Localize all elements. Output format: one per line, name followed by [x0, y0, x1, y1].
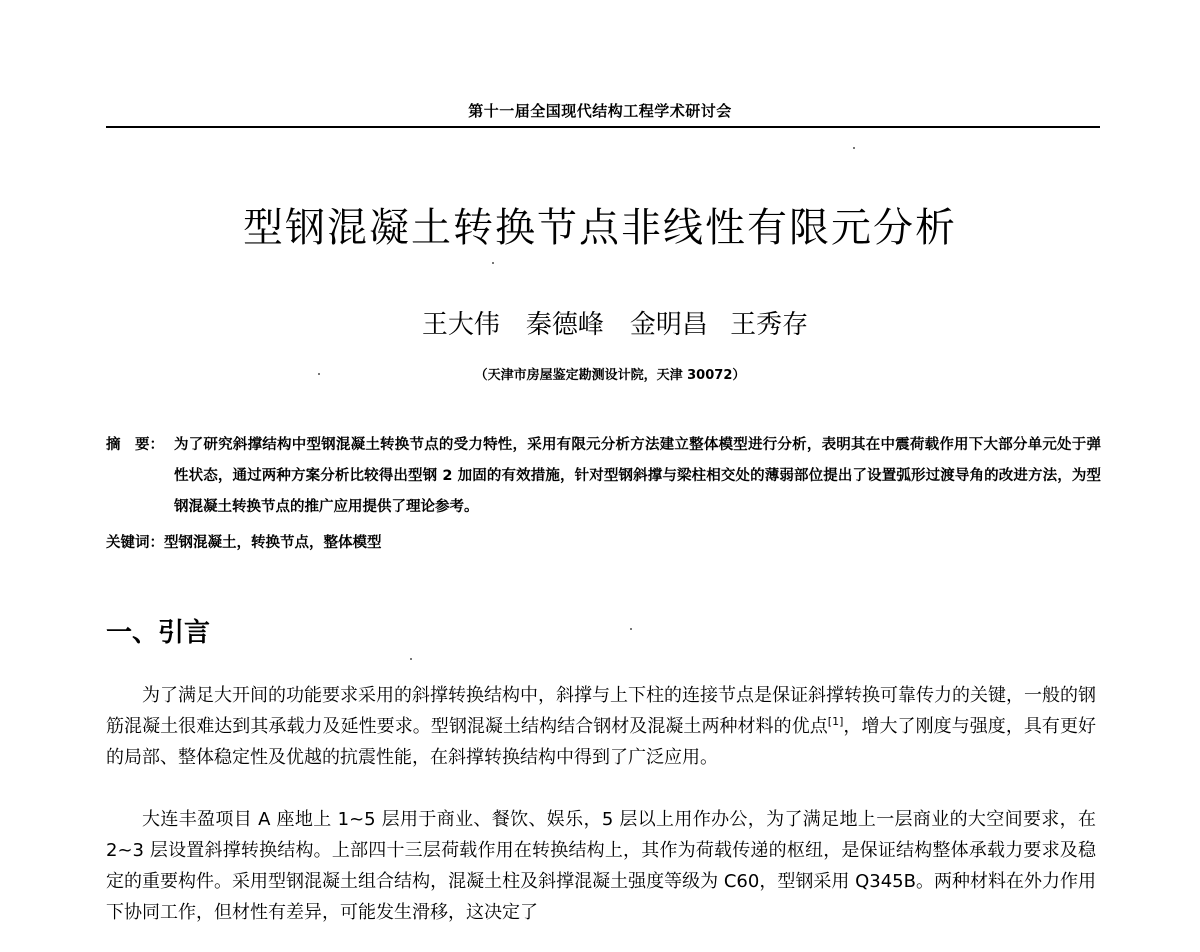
section-number: 一、	[106, 618, 159, 648]
scan-speck	[853, 147, 855, 149]
paragraph-1	[106, 680, 1096, 773]
paragraph-1-text-cont: ，增大了刚度与强度，具有更好的局部、整体稳定性及优越的抗震性能，在斜撑转换结构中得到了广泛应用。	[106, 716, 1096, 768]
paper-title: 型钢混凝土转换节点非线性有限元分析	[243, 205, 957, 251]
scan-speck	[492, 262, 494, 264]
paragraph-2: 大连丰盈项目 A 座地上 1~5 层用于商业、餐饮、娱乐，5 层以上用作办公，为了满足地上一层商业的大空间要求，在 2~3 层设置斜撑转换结构。上部四十三层荷载作用在转换结构上，其作为荷载传递的枢纽，是保证结构整体承载力要求及稳定的重要构件。采用型钢混凝土组合结构，混凝土柱及斜撑混凝土强度等级为 C60，型钢采用 Q345B。两种材料在外力作用下协同工作，但材性有差异，可能发生滑移，这决定了	[106, 809, 1096, 923]
citation-ref[interactable]: [1]	[827, 715, 844, 728]
running-head: 第十一届全国现代结构工程学术研讨会	[468, 102, 732, 120]
abstract	[106, 430, 1101, 523]
keywords-text: 型钢混凝土，转换节点，整体模型	[164, 535, 382, 551]
keywords	[106, 531, 382, 552]
scan-speck	[410, 658, 412, 660]
header-rule	[106, 126, 1100, 128]
abstract-text: 为了研究斜撑结构中型钢混凝土转换节点的受力特性，采用有限元分析方法建立整体模型进行分析，表明其在中震荷载作用下大部分单元处于弹性状态，通过两种方案分析比较得出型钢 2 加固的有效措施，针对型钢斜撑与梁柱相交处的薄弱部位提出了设置弧形过渡导角的改进方法，为型钢混凝土转换节点的推广应用提供了理论参考。	[174, 437, 1101, 515]
affiliation: （天津市房屋鉴定勘测设计院，天津 30072）	[474, 368, 746, 383]
scan-speck	[318, 373, 320, 375]
authors: 王大伟 秦德峰 金明昌 王秀存	[421, 310, 809, 340]
keywords-label: 关键词：	[106, 535, 164, 551]
abstract-label: 摘 要：	[106, 437, 164, 453]
paragraph-1-text: 为了满足大开间的功能要求采用的斜撑转换结构中，斜撑与上下柱的连接节点是保证斜撑转换可靠传力的关键，一般的钢筋混凝土很难达到其承载力及延性要求。型钢混凝土结构结合钢材及混凝土两种材料的优点	[106, 685, 1096, 737]
section-title: 引言	[158, 618, 211, 648]
section-heading	[106, 612, 210, 649]
scan-speck	[630, 628, 632, 630]
